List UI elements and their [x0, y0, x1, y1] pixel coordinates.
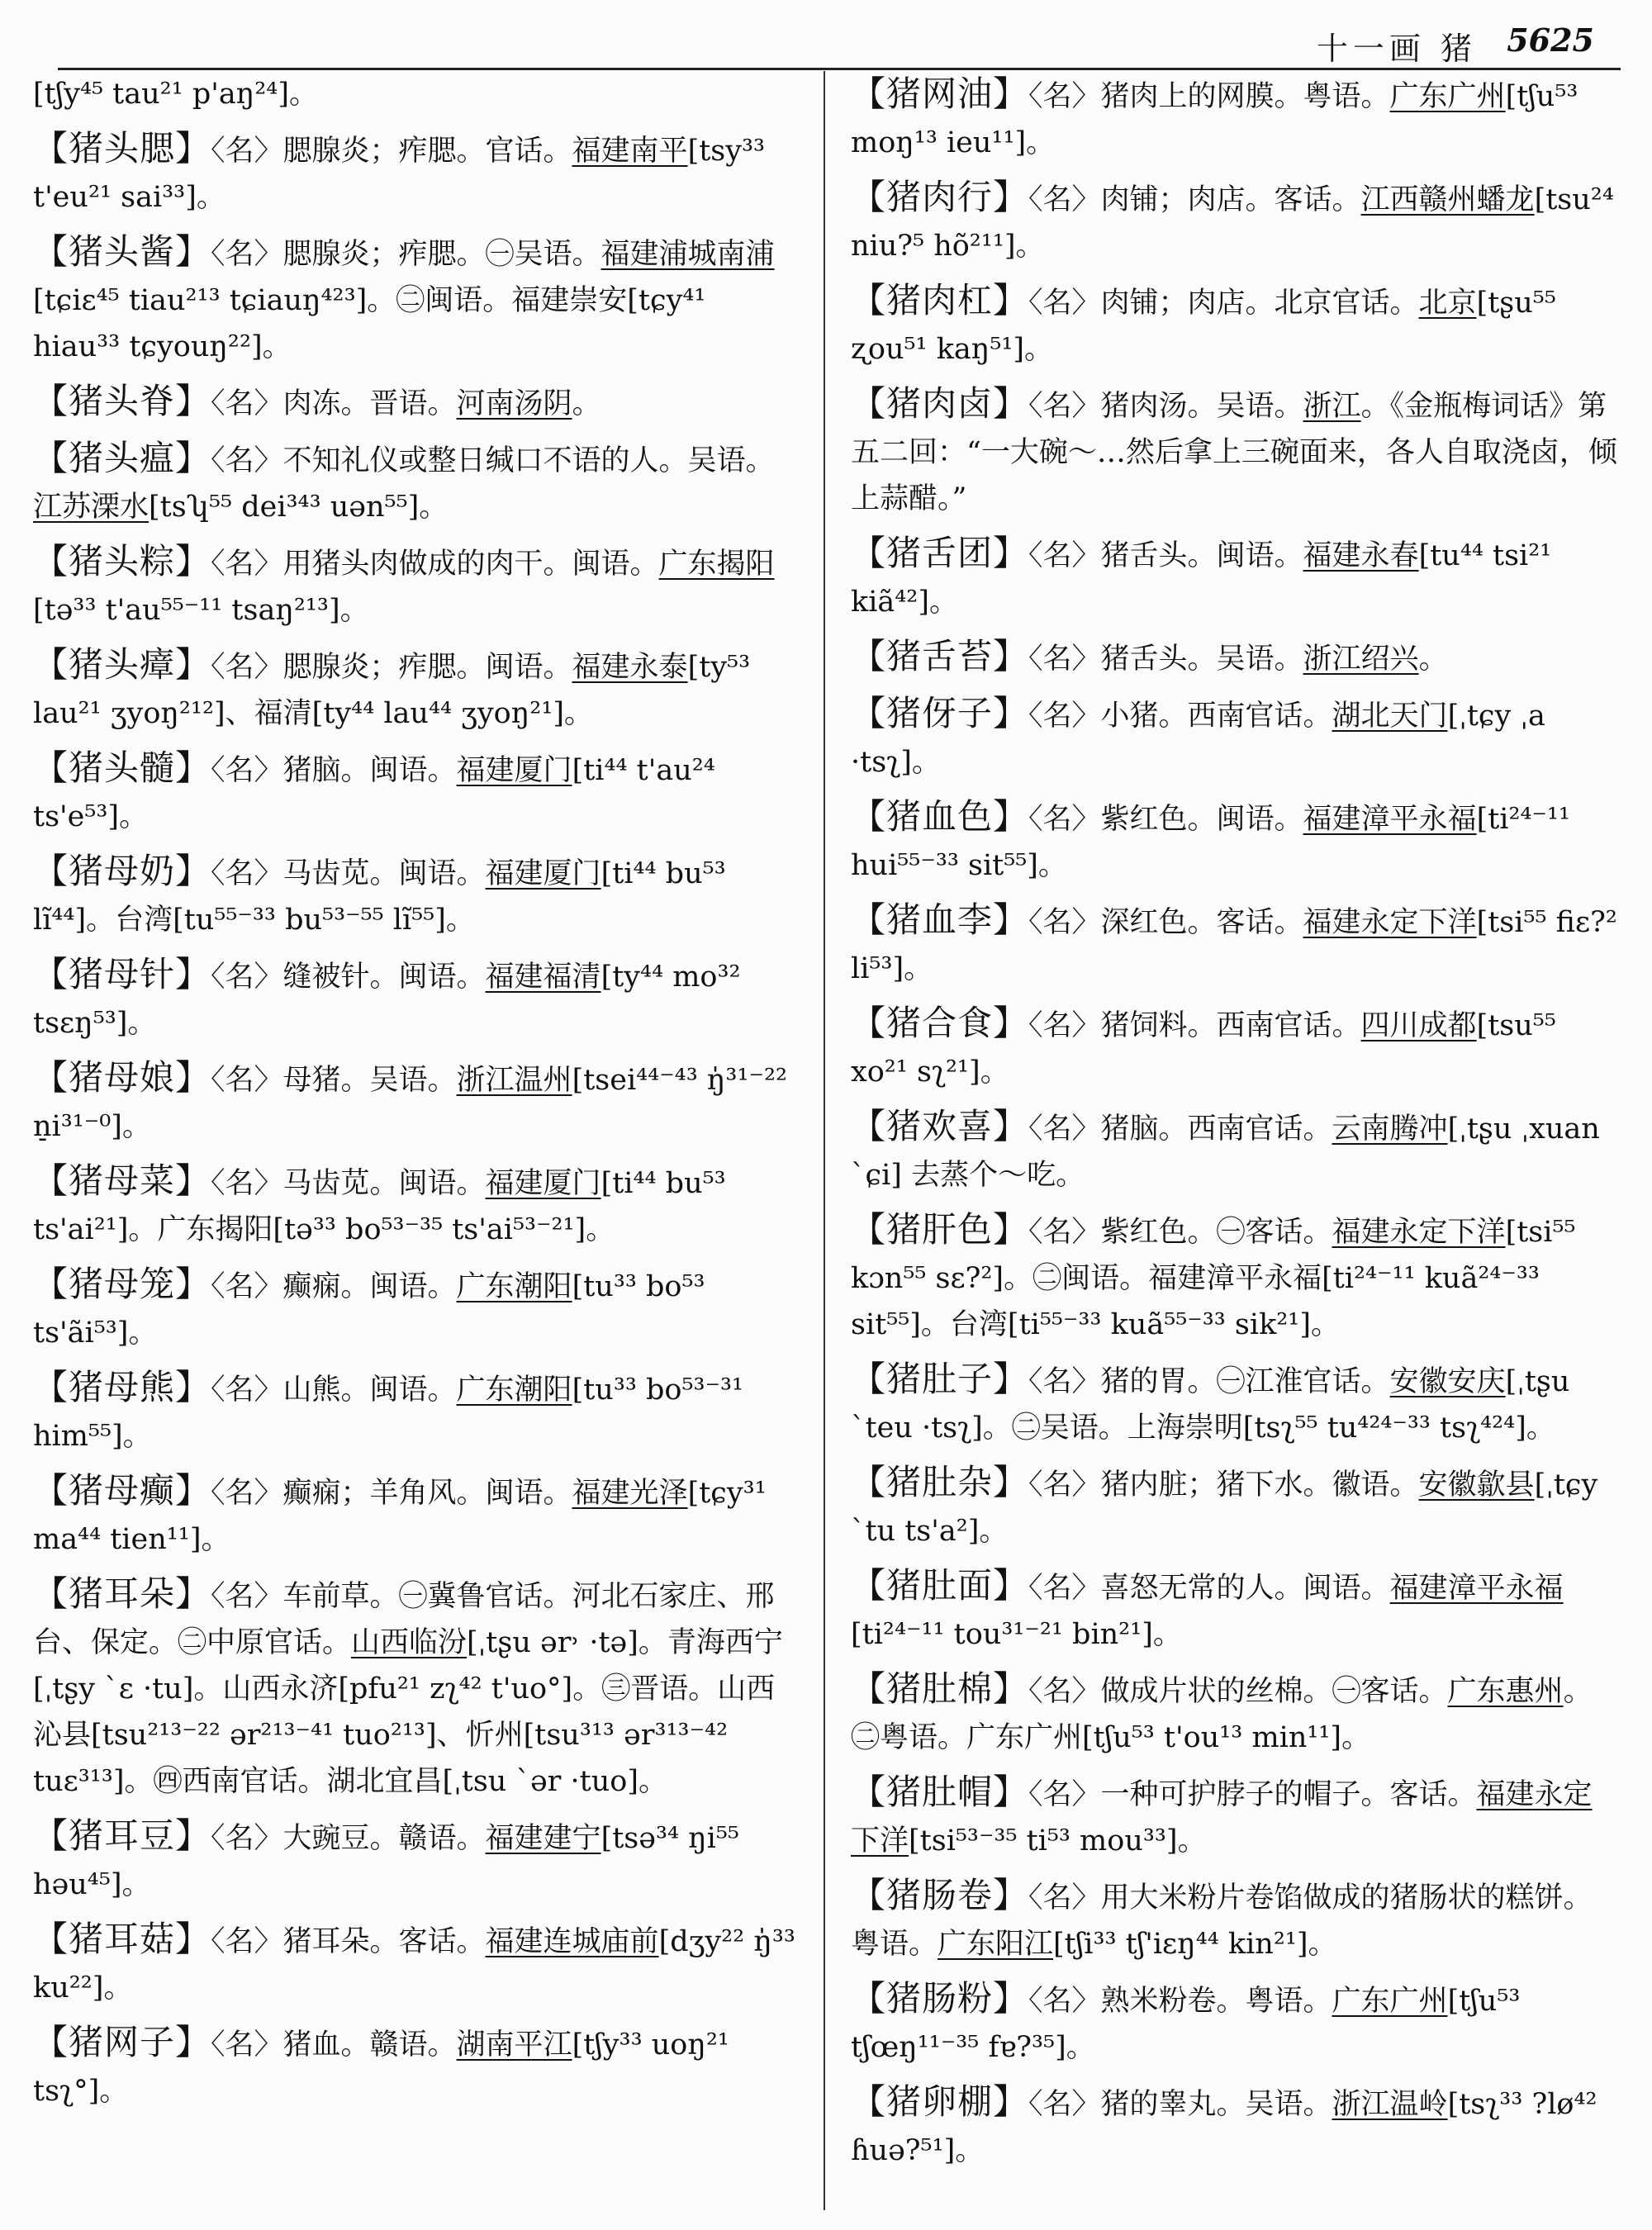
- entry-pos: 〈名〉: [1028, 2088, 1101, 2121]
- entry-definition: 猪肉上的网膜。粤语。: [1100, 80, 1390, 113]
- dictionary-entry: [851, 690, 1619, 785]
- entry-pos: 〈名〉: [211, 387, 283, 420]
- entry-place: 福建厦门: [485, 857, 601, 890]
- entry-headword: 【猪头粽】: [33, 541, 211, 581]
- entry-pos: 〈名〉: [1028, 1985, 1101, 2018]
- entry-definition: 腮腺炎；痄腮。㊀吴语。: [282, 238, 601, 271]
- entry-pos: 〈名〉: [1028, 1009, 1101, 1042]
- entry-place: 广东阳江: [938, 1928, 1054, 1961]
- entry-place: 安徽安庆: [1389, 1365, 1506, 1398]
- entry-definition: 猪脑。西南官话。: [1100, 1113, 1332, 1146]
- entry-place: 云南腾冲: [1332, 1113, 1448, 1146]
- entry-pronunciation: [ˌtʂu ˋteu ·tsʅ]。㊁吴语。上海崇明[tsʅ⁵⁵ tu⁴²⁴⁻³³ tsʅ⁴²⁴]。: [851, 1365, 1570, 1445]
- entry-pos: 〈名〉: [211, 1822, 283, 1855]
- entry-definition: 山熊。闽语。: [282, 1374, 457, 1407]
- dictionary-entry: [851, 1563, 1619, 1658]
- entry-pronunciation: [ˌtʂu ər˒ ·tə]。青海西宁[ˌtʂy ˋɛ ·tu]。山西永济[pfu²¹ zʅ⁴² t'uo°]。㊂晋语。山西沁县[tsu²¹³⁻²² ər²¹³⁻⁴¹ tuo²¹³]、忻州[tsu³¹³ ər³¹³⁻⁴² tuɛ³¹³]。㊃西南官话。湖北宜昌[ˌtsu ˋər ·tuo]。: [33, 1626, 783, 1798]
- entry-headword: 【猪欢喜】: [851, 1106, 1029, 1146]
- entry-headword: 【猪母熊】: [33, 1367, 211, 1407]
- entry-pos: 〈名〉: [211, 651, 283, 684]
- entry-pos: 〈名〉: [211, 1477, 283, 1510]
- dictionary-entry: [851, 1769, 1619, 1864]
- entry-place: 江苏溧水: [33, 491, 150, 524]
- entry-pos: 〈名〉: [211, 857, 283, 890]
- entry-place: 福建福清: [485, 961, 601, 994]
- entry-place: 福建永定下洋: [1332, 1216, 1506, 1249]
- dictionary-entry: [33, 71, 798, 117]
- entry-definition: 一种可护脖子的帽子。客话。: [1100, 1778, 1477, 1811]
- entry-definition: 猪的睾丸。吴语。: [1100, 2088, 1332, 2121]
- right-column: [851, 71, 1619, 2182]
- dictionary-entry: [851, 1356, 1619, 1451]
- entry-headword: 【猪耳朵】: [33, 1573, 211, 1614]
- dictionary-entry: [33, 951, 798, 1046]
- entry-definition: 猪饲料。西南官话。: [1100, 1009, 1361, 1042]
- entry-headword: 【猪肠粉】: [851, 1978, 1029, 2019]
- dictionary-entry: [33, 1055, 798, 1150]
- entry-definition: 腮腺炎；痄腮。官话。: [282, 135, 572, 168]
- entry-place: 福建永春: [1303, 539, 1419, 572]
- entry-definition: 用猪头肉做成的肉干。闽语。: [282, 548, 659, 581]
- entry-pronunciation: [dʒy²² ŋ̍³³ ku²²]。: [33, 1925, 795, 2005]
- entry-place: 广东潮阳: [456, 1270, 572, 1303]
- entry-definition: 熟米粉卷。粤语。: [1100, 1985, 1332, 2018]
- entry-headword: 【猪头脊】: [33, 381, 211, 421]
- entry-definition: 猪耳朵。客话。: [282, 1925, 486, 1958]
- entry-place: 湖南平江: [456, 2028, 572, 2062]
- entry-headword: 【猪肚面】: [851, 1565, 1029, 1606]
- entry-pos: 〈名〉: [211, 961, 283, 994]
- entry-definition: 肉铺；肉店。客话。: [1100, 183, 1361, 216]
- entry-headword: 【猪肠卷】: [851, 1875, 1029, 1915]
- entry-place: 四川成都: [1360, 1009, 1477, 1042]
- entry-definition: 癫痫。闽语。: [282, 1270, 457, 1303]
- entry-headword: 【猪耳豆】: [33, 1815, 211, 1856]
- dictionary-entry: [851, 1872, 1619, 1967]
- dictionary-entry: [33, 1813, 798, 1908]
- entry-pronunciation: [tɕiɛ⁴⁵ tiau²¹³ tɕiauŋ⁴²³]。㊁闽语。福建崇安[tɕy⁴¹ hiau³³ tɕyouŋ²²]。: [33, 284, 706, 363]
- dictionary-entry: [33, 1916, 798, 2011]
- entry-headword: 【猪头瘟】: [33, 438, 211, 478]
- entry-definition: 猪舌头。闽语。: [1100, 539, 1303, 572]
- dictionary-entry: [33, 1571, 798, 1805]
- entry-headword: 【猪母笼】: [33, 1264, 211, 1304]
- entry-pronunciation: [ti⁴⁴ t'au²⁴ ts'e⁵³]。: [33, 754, 715, 833]
- entry-place: 广东广州: [1389, 80, 1506, 113]
- entry-pronunciation: [tsə³⁴ ŋi⁵⁵ həu⁴⁵]。: [33, 1822, 739, 1901]
- entry-pronunciation: [ti⁴⁴ bu⁵³ lĩ⁴⁴]。台湾[tu⁵⁵⁻³³ bu⁵³⁻⁵⁵ lĩ⁵⁵]。: [33, 857, 726, 937]
- entry-headword: 【猪头瘴】: [33, 644, 211, 685]
- entry-pronunciation: [tʃu⁵³ tʃœŋ¹¹⁻³⁵ fɐ?³⁵]。: [851, 1985, 1521, 2064]
- dictionary-entry: [33, 1364, 798, 1459]
- entry-pronunciation: [tʂu⁵⁵ ʐou⁵¹ kaŋ⁵¹]。: [851, 287, 1556, 366]
- entry-pronunciation: 。: [1418, 643, 1448, 676]
- entry-place: 浙江: [1303, 390, 1361, 423]
- entry-definition: 猪脑。闽语。: [282, 754, 457, 787]
- entry-pronunciation: [tʃy³³ uoŋ²¹ tsʅ°]。: [33, 2028, 729, 2108]
- dictionary-entry: [33, 1468, 798, 1563]
- entry-definition: 大豌豆。赣语。: [282, 1822, 486, 1855]
- entry-place: 福建南平: [572, 135, 688, 168]
- entry-pronunciation: [tsi⁵³⁻³⁵ ti⁵³ mou³³]。: [909, 1824, 1207, 1858]
- entry-definition: 深红色。客话。: [1100, 906, 1303, 939]
- entry-place: 福建厦门: [456, 754, 572, 787]
- entry-place: 浙江温州: [456, 1064, 572, 1097]
- entry-pos: 〈名〉: [211, 135, 283, 168]
- entry-pos: 〈名〉: [1028, 539, 1101, 572]
- entry-pos: 〈名〉: [1028, 906, 1101, 939]
- entry-pronunciation: [tsʅ³³ ?lø⁴² ɦuə?⁵¹]。: [851, 2088, 1597, 2167]
- entry-definition: 小猪。西南官话。: [1100, 700, 1332, 733]
- dictionary-entry: [851, 1666, 1619, 1761]
- entry-pronunciation: [tsi⁵⁵ fiɛ?² li⁵³]。: [851, 906, 1617, 985]
- entry-place: 福建漳平永福: [1303, 803, 1477, 836]
- entry-headword: 【猪合食】: [851, 1003, 1029, 1043]
- dictionary-entry: [851, 278, 1619, 372]
- entry-definition: 不知礼仪或整日缄口不语的人。吴语。: [282, 444, 775, 477]
- entry-place: 广东揭阳: [658, 548, 775, 581]
- entry-pronunciation: [ti²⁴⁻¹¹ tou³¹⁻²¹ bin²¹]。: [851, 1618, 1182, 1651]
- dictionary-entry: [851, 381, 1619, 522]
- entry-definition: 马齿苋。闽语。: [282, 1167, 486, 1200]
- entry-pos: 〈名〉: [211, 1580, 283, 1613]
- entry-pronunciation: [ˌtʂu ˌxuan ˋɕi] 去蒸个～吃。: [851, 1113, 1600, 1192]
- entry-pos: 〈名〉: [211, 1925, 283, 1958]
- entry-pos: 〈名〉: [211, 444, 283, 477]
- entry-pos: 〈名〉: [1028, 1113, 1101, 1146]
- entry-definition: 用大米粉片卷馅做成的猪肠状的糕饼。粤语。: [851, 1881, 1593, 1961]
- entry-definition: 猪肉汤。吴语。: [1100, 390, 1303, 423]
- entry-pos: 〈名〉: [211, 238, 283, 271]
- entry-headword: 【猪肝色】: [851, 1209, 1029, 1250]
- entry-headword: 【猪卵棚】: [851, 2081, 1029, 2122]
- entry-pos: 〈名〉: [211, 1374, 283, 1407]
- entry-headword: 【猪耳菇】: [33, 1919, 211, 1959]
- entry-pos: 〈名〉: [211, 1167, 283, 1200]
- entry-definition: 紫红色。闽语。: [1100, 803, 1303, 836]
- entry-place: 福建建宁: [485, 1822, 601, 1855]
- entry-headword: 【猪舌团】: [851, 533, 1029, 573]
- entry-pos: 〈名〉: [1028, 287, 1101, 320]
- dictionary-entry: [851, 897, 1619, 992]
- entry-pronunciation: [ti²⁴⁻¹¹ hui⁵⁵⁻³³ sit⁵⁵]。: [851, 803, 1571, 882]
- entry-pronunciation: [tsu⁵⁵ xo²¹ sʅ²¹]。: [851, 1009, 1556, 1089]
- entry-headword: 【猪母针】: [33, 954, 211, 994]
- entry-place: 福建永定下洋: [851, 1778, 1593, 1858]
- entry-headword: 【猪母奶】: [33, 851, 211, 891]
- entry-pronunciation: [tu⁴⁴ tsi²¹ kiã⁴²]。: [851, 539, 1552, 619]
- dictionary-entry: [851, 71, 1619, 166]
- dictionary-entry: [33, 642, 798, 737]
- entry-headword: 【猪血色】: [851, 796, 1029, 837]
- entry-headword: 【猪母娘】: [33, 1057, 211, 1098]
- dictionary-entry: [33, 378, 798, 427]
- entry-place: 江西赣州蟠龙: [1360, 183, 1535, 216]
- dictionary-entry: [851, 1976, 1619, 2071]
- entry-pos: 〈名〉: [1028, 1881, 1101, 1914]
- entry-pronunciation: [tu³³ bo⁵³ ts'ãi⁵³]。: [33, 1270, 705, 1350]
- entry-place: 湖北天门: [1332, 700, 1448, 733]
- page-header: [0, 0, 1652, 73]
- entry-pos: 〈名〉: [1028, 1778, 1101, 1811]
- dictionary-entry: [33, 848, 798, 943]
- entry-definition: 腮腺炎；痄腮。闽语。: [282, 651, 572, 684]
- entry-place: 福建连城庙前: [485, 1925, 659, 1958]
- entry-pronunciation: [tə³³ t'au⁵⁵⁻¹¹ tsaŋ²¹³]。: [33, 594, 369, 627]
- entry-headword: 【猪血李】: [851, 899, 1029, 940]
- dictionary-entry: [851, 1207, 1619, 1348]
- entry-definition: 癫痫；羊角风。闽语。: [282, 1477, 572, 1510]
- entry-headword: 【猪肉行】: [851, 177, 1029, 217]
- entry-headword: 【猪头髓】: [33, 747, 211, 788]
- entry-place: 福建浦城南浦: [601, 238, 775, 271]
- dictionary-entry: [851, 530, 1619, 625]
- dictionary-entry: [33, 1158, 798, 1253]
- entry-headword: 【猪母癫】: [33, 1470, 211, 1511]
- page-number: 5625: [1507, 21, 1594, 59]
- entry-pronunciation: [tʃu⁵³ moŋ¹³ ieu¹¹]。: [851, 80, 1578, 159]
- entry-definition: 喜怒无常的人。闽语。: [1100, 1572, 1390, 1605]
- entry-pos: 〈名〉: [211, 1270, 283, 1303]
- entry-definition: 肉铺；肉店。北京官话。: [1100, 287, 1419, 320]
- entry-definition: 缝被针。闽语。: [282, 961, 486, 994]
- dictionary-entry: [33, 229, 798, 370]
- entry-pronunciation: [tsi⁵⁵ kɔn⁵⁵ sɛ?²]。㊁闽语。福建漳平永福[ti²⁴⁻¹¹ kuã²⁴⁻³³ sit⁵⁵]。台湾[ti⁵⁵⁻³³ kuã⁵⁵⁻³³ sik²¹]。: [851, 1216, 1576, 1341]
- entry-place: 山西临汾: [351, 1626, 468, 1659]
- entry-pos: 〈名〉: [1028, 1216, 1101, 1249]
- section-title: 十一画 猪: [1316, 31, 1477, 67]
- entry-place: 福建厦门: [485, 1167, 601, 1200]
- entry-place: 福建永泰: [572, 651, 688, 684]
- entry-headword: 【猪网子】: [33, 2022, 211, 2062]
- entry-pos: 〈名〉: [1028, 803, 1101, 836]
- entry-pronunciation: [ˌtɕy ˌa ·tsʅ]。: [851, 700, 1545, 779]
- entry-pos: 〈名〉: [1028, 1365, 1101, 1398]
- entry-pronunciation: 。: [572, 387, 601, 420]
- entry-place: 浙江温岭: [1332, 2088, 1448, 2121]
- entry-headword: 【猪舌苔】: [851, 636, 1029, 676]
- entry-pronunciation: [ty⁴⁴ mo³² tsɛŋ⁵³]。: [33, 961, 741, 1040]
- entry-definition: 马齿苋。闽语。: [282, 857, 486, 890]
- entry-headword: 【猪母菜】: [33, 1160, 211, 1201]
- entry-pronunciation: [tsu²⁴ niu?⁵ hõ²¹¹]。: [851, 183, 1614, 263]
- entry-place: 河南汤阴: [456, 387, 572, 420]
- dictionary-entry: [33, 745, 798, 840]
- entry-definition: 猪血。赣语。: [282, 2028, 457, 2062]
- entry-headword: 【猪肚杂】: [851, 1462, 1029, 1502]
- entry-pos: 〈名〉: [1028, 1675, 1101, 1708]
- dictionary-entry: [851, 174, 1619, 269]
- entry-pronunciation: [ˌtɕy ˋtu ts'a²]。: [851, 1468, 1598, 1548]
- entry-place: 福建漳平永福: [1389, 1572, 1564, 1605]
- entry-pos: 〈名〉: [1028, 700, 1101, 733]
- dictionary-entry: [851, 633, 1619, 682]
- entry-place: 安徽歙县: [1418, 1468, 1535, 1502]
- entry-definition: 做成片状的丝棉。㊀客话。: [1100, 1675, 1448, 1708]
- entry-definition: 母猪。吴语。: [282, 1064, 457, 1097]
- dictionary-entry: [851, 2079, 1619, 2174]
- entry-place: 福建光泽: [572, 1477, 688, 1510]
- dictionary-entry: [33, 539, 798, 633]
- entry-place: 浙江绍兴: [1303, 643, 1419, 676]
- dictionary-entry: [851, 1103, 1619, 1198]
- entry-place: 北京: [1418, 287, 1477, 320]
- entry-headword: 【猪肉卤】: [851, 383, 1029, 424]
- entry-headword: 【猪头酱】: [33, 231, 211, 272]
- dictionary-entry: [33, 2019, 798, 2114]
- entry-pos: 〈名〉: [1028, 183, 1101, 216]
- entry-pos: 〈名〉: [1028, 390, 1101, 423]
- entry-pos: 〈名〉: [211, 2028, 283, 2062]
- column-divider: [824, 71, 825, 2210]
- entry-pronunciation: 。㊁粤语。广东广州[tʃu⁵³ t'ou¹³ min¹¹]。: [851, 1675, 1593, 1754]
- entry-definition: 紫红色。㊀客话。: [1100, 1216, 1332, 1249]
- entry-pronunciation: [tsei⁴⁴⁻⁴³ ŋ̍³¹⁻²² n̠i³¹⁻⁰]。: [33, 1064, 788, 1143]
- dictionary-entry: [851, 1459, 1619, 1554]
- entry-definition: 猪舌头。吴语。: [1100, 643, 1303, 676]
- dictionary-entry: [33, 1261, 798, 1356]
- entry-pos: 〈名〉: [1028, 643, 1101, 676]
- entry-place: 广东广州: [1332, 1985, 1448, 2018]
- entry-pronunciation: [tsy³³ t'eu²¹ sai³³]。: [33, 135, 766, 214]
- entry-pos: 〈名〉: [1028, 1468, 1101, 1502]
- entry-place: 福建永定下洋: [1303, 906, 1477, 939]
- entry-definition: 车前草。㊀冀鲁官话。河北石家庄、邢台、保定。㊁中原官话。: [33, 1580, 775, 1659]
- entry-pronunciation: [ti⁴⁴ bu⁵³ ts'ai²¹]。广东揭阳[tə³³ bo⁵³⁻³⁵ ts'ai⁵³⁻²¹]。: [33, 1167, 726, 1246]
- entry-headword: 【猪肚帽】: [851, 1772, 1029, 1812]
- entry-headword: 【猪肚棉】: [851, 1668, 1029, 1709]
- entry-pos: 〈名〉: [1028, 80, 1101, 113]
- dictionary-entry: [851, 1000, 1619, 1095]
- entry-pos: 〈名〉: [211, 1064, 283, 1097]
- entry-headword: 【猪头腮】: [33, 128, 211, 168]
- entry-definition: 猪的胃。㊀江淮官话。: [1100, 1365, 1390, 1398]
- entry-pronunciation: [tu³³ bo⁵³⁻³¹ him⁵⁵]。: [33, 1374, 744, 1453]
- entry-place: 广东潮阳: [456, 1374, 572, 1407]
- entry-headword: 【猪肉杠】: [851, 280, 1029, 320]
- header-rule: [58, 68, 1621, 70]
- entry-headword: 【猪网油】: [851, 74, 1029, 114]
- entry-pronunciation: [ty⁵³ lau²¹ ʒyoŋ²¹²]、福清[ty⁴⁴ lau⁴⁴ ʒyoŋ²¹]。: [33, 651, 751, 730]
- left-column: [33, 71, 798, 2123]
- entry-pronunciation: [tsʮ⁵⁵ dei³⁴³ uən⁵⁵]。: [149, 491, 449, 524]
- dictionary-entry: [851, 794, 1619, 889]
- entry-headword: 【猪伢子】: [851, 693, 1029, 733]
- entry-pronunciation: [tʃi³³ tʃ'iɛŋ⁴⁴ kin²¹]。: [1053, 1928, 1337, 1961]
- entry-place: 广东惠州: [1447, 1675, 1564, 1708]
- entry-pronunciation: 。《金瓶梅词话》第五二回：“一大碗～…然后拿上三碗面来，各人自取浇卤，倾上蒜醋。”: [851, 390, 1617, 515]
- dictionary-entry: [33, 435, 798, 530]
- entry-pos: 〈名〉: [211, 548, 283, 581]
- dictionary-entry: [33, 126, 798, 221]
- entry-pronunciation: [tɕy³¹ ma⁴⁴ tien¹¹]。: [33, 1477, 767, 1556]
- entry-definition: 猪内脏；猪下水。徽语。: [1100, 1468, 1419, 1502]
- entry-pos: 〈名〉: [1028, 1572, 1101, 1605]
- entry-pos: 〈名〉: [211, 754, 283, 787]
- entry-headword: 【猪肚子】: [851, 1359, 1029, 1399]
- entry-text: [tʃy⁴⁵ tau²¹ p'aŋ²⁴]。: [33, 78, 318, 111]
- entry-definition: 肉冻。晋语。: [282, 387, 457, 420]
